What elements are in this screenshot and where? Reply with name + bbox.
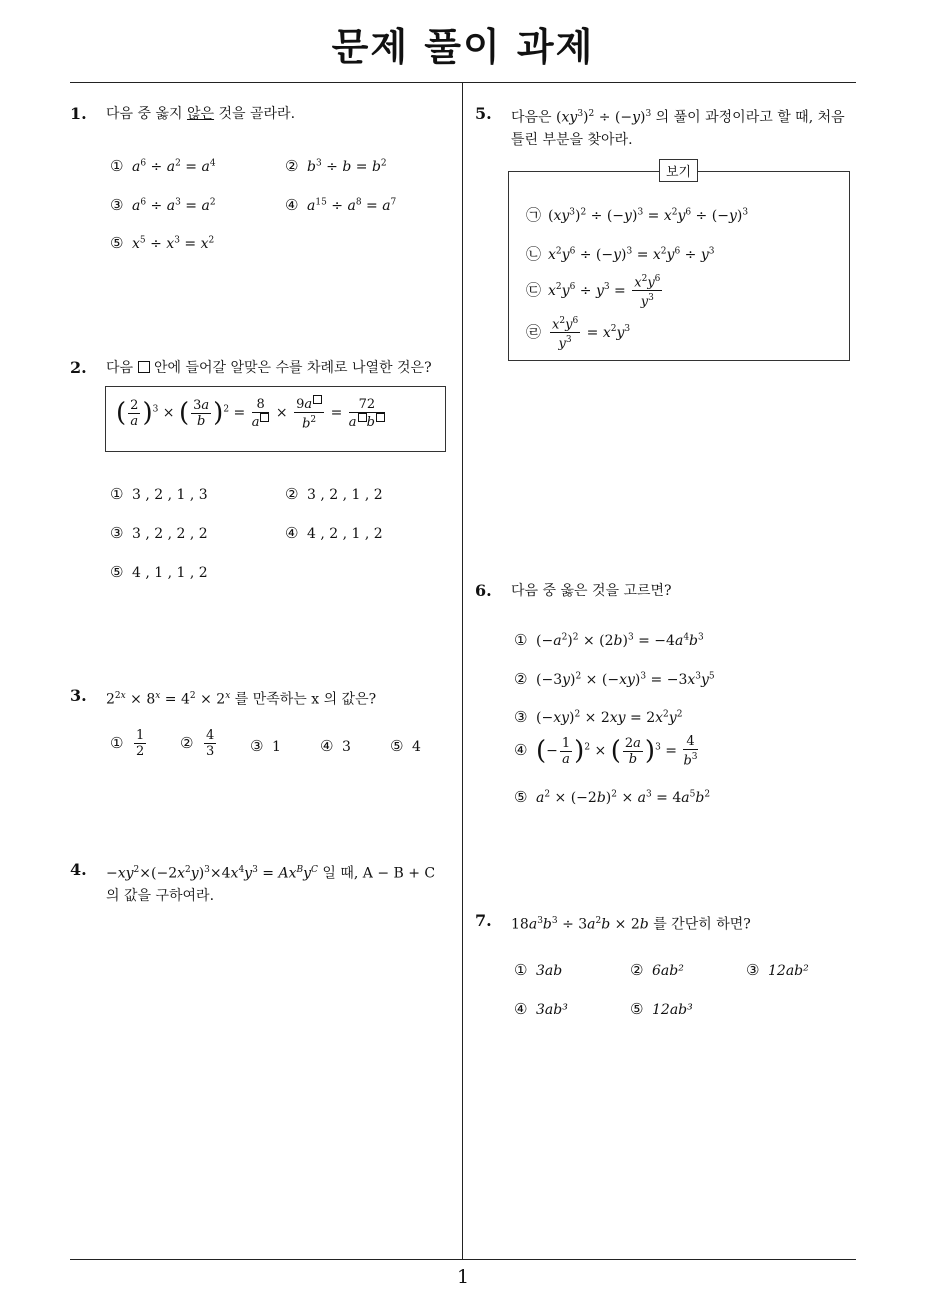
q7-option-4[interactable]: ④ 3ab³ <box>514 1000 568 1018</box>
q2-option-5[interactable]: ⑤ 4 , 1 , 1 , 2 <box>110 563 208 581</box>
equation: ( $\frac{2}{a}$ )$^3$ × ( $\frac{3a}{b}$ )$^2$ = $\frac{8}{a}$ × $\frac{9a}{b^2}$ = $\frac{72}{\text{a b}}$ <box>116 395 387 431</box>
q2-option-1[interactable]: ① 3 , 2 , 1 , 3 <box>110 485 208 503</box>
question-text-line-1: $-xy^2\times(-2x^2y)^3\times 4x^4y^3 = Ax^By^C$ 일 때, A − B + C <box>106 865 436 882</box>
question-text: 다음 중 옳지 않은 것을 골라라. <box>106 106 296 122</box>
question-number: 3. <box>70 686 87 705</box>
page-number: 1 <box>456 1266 470 1288</box>
q7-option-5[interactable]: ⑤ 12ab³ <box>630 1000 693 1018</box>
top-divider <box>70 82 856 83</box>
question-number: 7. <box>475 911 492 930</box>
q1-option-1[interactable]: ① $a^6 \div a^2 = a^4$ <box>110 157 216 175</box>
question-7 <box>475 908 860 938</box>
question-number: 2. <box>70 358 87 377</box>
q1-option-4[interactable]: ④ $a^{15} \div a^8 = a^7$ <box>285 196 397 214</box>
question-text-line-1: 다음은 $(xy^3)^2 \div (-y)^3$ 의 풀이 과정이라고 할 때, 처음 <box>511 109 845 126</box>
q7-option-2[interactable]: ② 6ab² <box>630 961 684 979</box>
question-1 <box>70 101 450 131</box>
q3-option-1[interactable]: ① $\frac{1}{2}$ <box>110 728 145 759</box>
question-text: $18a^3b^3 \div 3a^2b \times 2b$ 를 간단히 하면? <box>511 916 751 933</box>
question-text: 다음 중 옳은 것을 고르면? <box>511 583 672 599</box>
q6-option-3[interactable]: ③ $(-xy)^2 \times 2xy = 2x^2y^2$ <box>514 708 683 726</box>
question-number: 1. <box>70 104 87 123</box>
question-text-line-2: 의 값을 구하여라. <box>106 888 215 904</box>
q1-option-5[interactable]: ⑤ $x^5 \div x^3 = x^2$ <box>110 234 215 252</box>
q6-option-5[interactable]: ⑤ $a^2 \times (-2b)^2 \times a^3 = 4a^5b^2$ <box>514 788 711 806</box>
question-number: 6. <box>475 581 492 600</box>
q1-option-3[interactable]: ③ $a^6 \div a^3 = a^2$ <box>110 196 216 214</box>
q3-option-4[interactable]: ④ 3 <box>320 737 351 755</box>
question-3 <box>70 683 455 713</box>
q3-option-2[interactable]: ② $\frac{4}{3}$ <box>180 728 215 759</box>
equation-box <box>105 386 446 452</box>
question-text: $2^{2x} \times 8^x = 4^2 \times 2^x$ 를 만족하는 x 의 값은? <box>106 691 377 708</box>
q2-option-3[interactable]: ③ 3 , 2 , 2 , 2 <box>110 524 208 542</box>
q6-option-4[interactable]: ④ (− $\frac{1}{a}$ )$^2$ × ( $\frac{2a}{b}$ )$^3$ = $\frac{4}{b^3}$ <box>514 734 698 769</box>
question-text-line-2: 틀린 부분을 찾아라. <box>511 132 633 148</box>
question-4 <box>70 857 455 913</box>
q5-step-3: ㉢ $x^2y^6 \div y^3$ = $\frac{x^2y^6}{y^3}$ <box>526 274 661 310</box>
q7-option-3[interactable]: ③ 12ab² <box>746 961 809 979</box>
q3-option-3[interactable]: ③ 1 <box>250 737 281 755</box>
q5-step-4: ㉣ $\frac{x^2y^6}{y^3}$ = $x^2y^3$ <box>526 316 631 352</box>
example-box-label: 보기 <box>659 159 698 182</box>
q2-option-2[interactable]: ② 3 , 2 , 1 , 2 <box>285 485 383 503</box>
blank-box-icon <box>138 361 150 373</box>
question-5 <box>475 101 860 157</box>
q6-option-1[interactable]: ① $(-a^2)^2 \times (2b)^3 = -4a^4b^3$ <box>514 631 704 649</box>
question-number: 5. <box>475 104 492 123</box>
column-divider <box>462 83 463 1260</box>
page-title: 문제 풀이 과제 <box>331 25 595 69</box>
q7-option-1[interactable]: ① 3ab <box>514 961 563 979</box>
q2-option-4[interactable]: ④ 4 , 2 , 1 , 2 <box>285 524 383 542</box>
question-text: 다음 안에 들어갈 알맞은 수를 차례로 나열한 것은? <box>106 360 432 376</box>
q5-step-2: ㉡ $x^2y^6 \div (-y)^3 = x^2y^6 \div y^3$ <box>526 245 715 263</box>
bottom-divider <box>70 1259 856 1260</box>
underlined-word: 않은 <box>186 106 215 122</box>
q6-option-2[interactable]: ② $(-3y)^2 \times (-xy)^3 = -3x^3y^5$ <box>514 670 715 688</box>
question-6 <box>475 578 860 608</box>
q5-step-1: ㉠ $(xy^3)^2 \div (-y)^3 = x^2y^6 \div (-y)^3$ <box>526 206 749 224</box>
q1-option-2[interactable]: ② $b^3 \div b = b^2$ <box>285 157 387 175</box>
question-2 <box>70 355 455 385</box>
q3-option-5[interactable]: ⑤ 4 <box>390 737 421 755</box>
question-number: 4. <box>70 860 87 879</box>
